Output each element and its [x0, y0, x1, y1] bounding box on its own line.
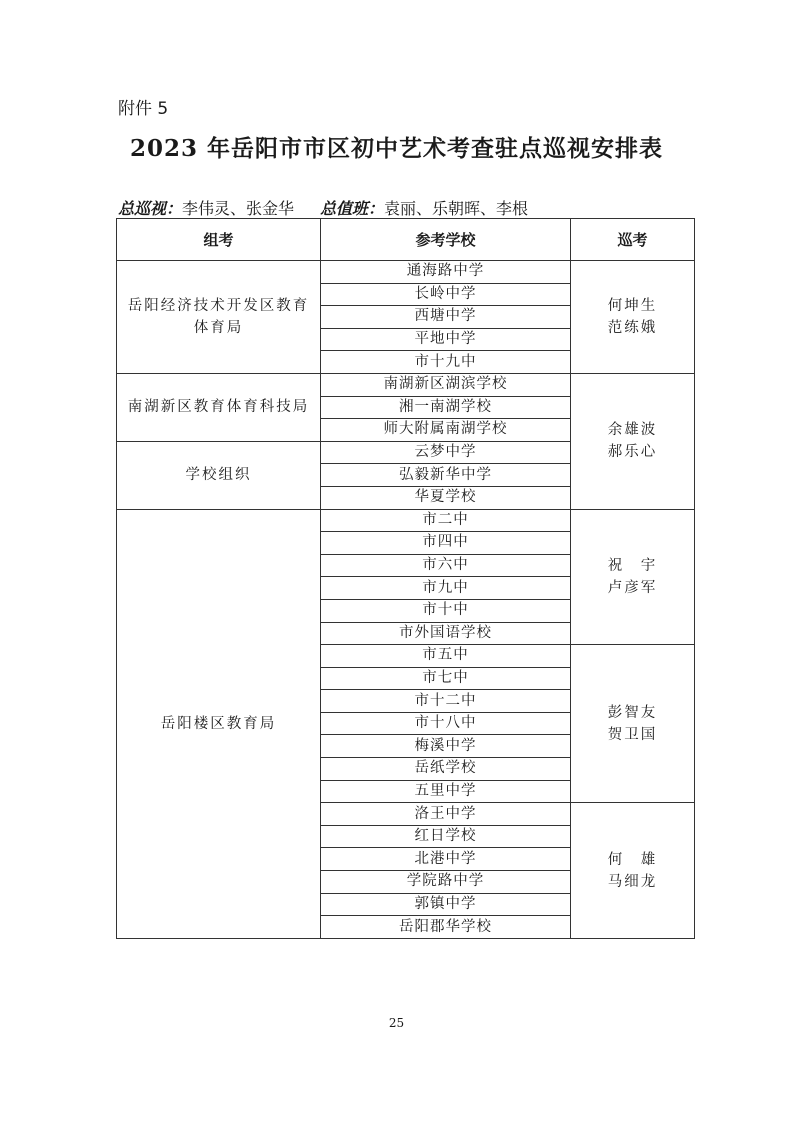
school-cell: 红日学校 [321, 825, 571, 848]
organizer-cell: 南湖新区教育体育科技局 [117, 373, 321, 441]
school-cell: 湘一南湖学校 [321, 396, 571, 419]
table-row [117, 373, 695, 396]
school-cell: 云梦中学 [321, 441, 571, 464]
school-cell: 北港中学 [321, 848, 571, 871]
school-cell: 学院路中学 [321, 871, 571, 894]
school-cell: 市四中 [321, 532, 571, 555]
inspector-cell: 余雄波 郝乐心 [571, 373, 695, 509]
header-inspector: 巡考 [571, 219, 695, 261]
school-cell: 洛王中学 [321, 803, 571, 826]
school-cell: 西塘中学 [321, 306, 571, 329]
school-cell: 郭镇中学 [321, 893, 571, 916]
inspector-cell: 何坤生 范练娥 [571, 261, 695, 374]
leaders-line [118, 196, 554, 219]
chief-inspector-names: 李伟灵、张金华 [182, 199, 295, 218]
school-cell: 市外国语学校 [321, 622, 571, 645]
table-row [117, 509, 695, 532]
school-cell: 岳纸学校 [321, 758, 571, 781]
inspector-cell: 彭智友 贺卫国 [571, 645, 695, 803]
school-cell: 梅溪中学 [321, 735, 571, 758]
organizer-cell: 岳阳经济技术开发区教育体育局 [117, 261, 321, 374]
school-cell: 长岭中学 [321, 283, 571, 306]
organizer-cell: 岳阳楼区教育局 [117, 509, 321, 938]
table-row [117, 261, 695, 284]
organizer-cell: 学校组织 [117, 441, 321, 509]
attachment-label: 附件 5 [118, 99, 169, 119]
school-cell: 市十八中 [321, 712, 571, 735]
document-title: 2023 年岳阳市市区初中艺术考查驻点巡视安排表 [129, 135, 664, 162]
school-cell: 市二中 [321, 509, 571, 532]
school-cell: 弘毅新华中学 [321, 464, 571, 487]
school-cell: 市十九中 [321, 351, 571, 374]
inspector-cell: 祝 宇 卢彦军 [571, 509, 695, 645]
chief-duty-label: 总值班： [320, 199, 385, 218]
school-cell: 市六中 [321, 554, 571, 577]
school-cell: 师大附属南湖学校 [321, 419, 571, 442]
chief-duty-names: 袁丽、乐朝晖、李根 [384, 199, 529, 218]
chief-inspector-label: 总巡视： [118, 199, 183, 218]
school-cell: 市五中 [321, 645, 571, 668]
school-cell: 南湖新区湖滨学校 [321, 373, 571, 396]
school-cell: 市十二中 [321, 690, 571, 713]
school-cell: 华夏学校 [321, 486, 571, 509]
patrol-schedule-table [116, 218, 695, 939]
school-cell: 市七中 [321, 667, 571, 690]
header-school: 参考学校 [321, 219, 571, 261]
header-organizer: 组考 [117, 219, 321, 261]
inspector-cell: 何 雄 马细龙 [571, 803, 695, 939]
school-cell: 五里中学 [321, 780, 571, 803]
school-cell: 通海路中学 [321, 261, 571, 284]
table-header-row [117, 219, 695, 261]
school-cell: 市十中 [321, 599, 571, 622]
school-cell: 平地中学 [321, 328, 571, 351]
school-cell: 岳阳郡华学校 [321, 916, 571, 939]
page-number: 25 [388, 1016, 405, 1030]
school-cell: 市九中 [321, 577, 571, 600]
